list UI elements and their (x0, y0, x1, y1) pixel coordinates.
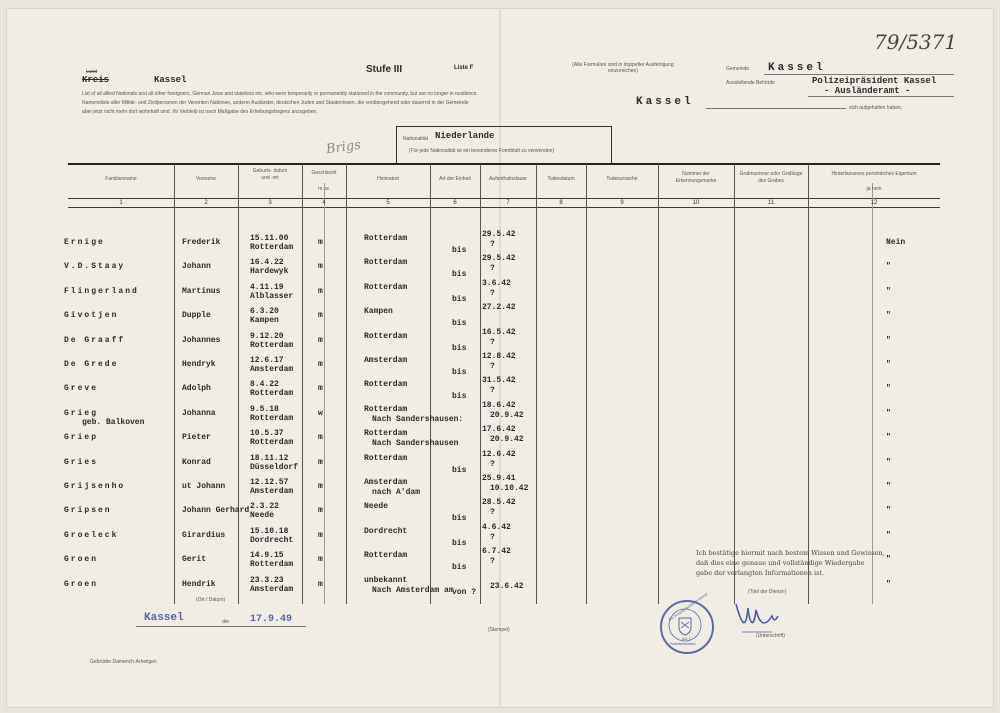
stay-to-cell: ? (490, 264, 495, 274)
table-row (6, 278, 994, 304)
stay-from-cell: 6.7.42 (482, 547, 511, 557)
table-row (6, 230, 994, 255)
firstname-cell: Johannes (182, 335, 221, 345)
birth-date-cell: 23.3.23 (250, 575, 284, 585)
bis-cell: bis (452, 563, 467, 573)
table-header-line (68, 198, 940, 199)
col-num-3: 3 (268, 200, 272, 206)
birth-place-cell: Rotterdam (250, 438, 294, 448)
birth-place-cell: Alblasser (250, 291, 294, 301)
stamp-sub: Polizeipräsidium (670, 642, 696, 646)
nationality-label: Nationalität (403, 136, 429, 142)
col-header-11: Grabnummer oder Grablage des Grabes (739, 171, 803, 184)
table-row (6, 498, 994, 524)
firstname-cell: Johann Gerhard (182, 506, 250, 516)
col-header-5: Heimatort (377, 176, 399, 182)
surname-cell: Grieg (64, 408, 99, 418)
eigentum-cell: " (886, 433, 891, 443)
footer-date-line (136, 626, 306, 627)
surname-cell: V.D.Staay (64, 262, 126, 272)
home-cell: Rotterdam (364, 331, 408, 341)
document-number: 79/5371 (874, 30, 958, 54)
table-row (6, 425, 994, 449)
stempel-label: (Stempel) (488, 627, 510, 633)
stay-from-cell: 12.8.42 (482, 352, 516, 361)
nationality-box (396, 126, 612, 164)
sex-cell: m (318, 311, 323, 321)
home2-cell: nach A'dam (372, 488, 421, 497)
eigentum-cell: " (886, 384, 891, 394)
col-num-4: 4 (322, 200, 326, 206)
stay-from-cell: 29.5.42 (482, 230, 516, 239)
col-header-9: Todesursache (606, 176, 638, 182)
signature-mark (732, 596, 782, 636)
birth-date-cell: 12.12.57 (250, 478, 289, 487)
home-cell: Dordrecht (364, 526, 408, 536)
table-number-line (68, 207, 940, 208)
birth-date-cell: 15.10.18 (250, 526, 289, 536)
liste-label: Liste F (454, 65, 474, 71)
home-cell: Rotterdam (364, 380, 408, 390)
surname-cell: Givotjen (64, 311, 119, 321)
birth-place-cell: Amsterdam (250, 584, 294, 594)
table-row (6, 576, 994, 596)
declaration (696, 548, 885, 578)
firstname-cell: Pieter (182, 433, 211, 443)
behoerde-value-2: - Ausländeramt - (824, 86, 911, 96)
gemeinde-label: Gemeinde (726, 66, 750, 72)
behoerde-label: Ausstellende Behörde (726, 80, 775, 86)
home-cell: Rotterdam (364, 551, 408, 561)
firstname-cell: Konrad (182, 457, 211, 467)
birth-date-cell: 18.11.12 (250, 453, 289, 463)
eigentum-cell: " (886, 335, 891, 345)
home-cell: Rotterdam (364, 258, 408, 268)
birth-date-cell: 6.3.20 (250, 307, 279, 317)
col-header-3: Geburts- datum und -ort (252, 168, 288, 181)
bis-cell: bis (452, 319, 467, 329)
firstname-cell: Girardius (182, 530, 226, 540)
intro-line-3: aber jetzt nicht mehr dort wohnhaft sind. Ihr Verbleib ist nach Maßgabe des Erhebungsbogens anzugeben. (82, 109, 318, 115)
birth-place-cell: Hardewyk (250, 267, 289, 277)
firstname-cell: Frederik (182, 238, 221, 247)
eigentum-cell: " (886, 530, 891, 540)
stay-to-cell: ? (490, 459, 495, 469)
eigentum-cell: " (886, 579, 891, 589)
col-num-2: 2 (204, 200, 208, 206)
sex-cell: m (318, 457, 323, 467)
eigentum-cell: " (886, 360, 891, 369)
kreis-value: Kassel (154, 75, 187, 85)
birth-place-cell: Amsterdam (250, 365, 294, 374)
bis-cell: bis (452, 343, 467, 353)
home-cell: Rotterdam (364, 429, 408, 439)
birth-place-cell: Dordrecht (250, 535, 294, 545)
birth-date-cell: 4.11.19 (250, 282, 284, 292)
firstname-cell: Johann (182, 262, 211, 272)
home2-cell: Nach Sandershausen: (372, 414, 464, 424)
birth-place-cell: Rotterdam (250, 389, 294, 399)
table-row (6, 352, 994, 377)
stay-from-cell: 3.6.42 (482, 278, 511, 288)
col-header-7: Aufenthaltsdauer (489, 176, 527, 182)
stay-from-cell: 31.5.42 (482, 376, 516, 386)
home-cell: Amsterdam (364, 478, 408, 487)
table-row (6, 474, 994, 498)
intro-line-1: List of all allied Nationals and all other foreigners, German Jews and stateless etc. who were temporarily or permanently stationed in the community, but are no longer in residence. (82, 91, 478, 97)
home-cell: Rotterdam (364, 453, 408, 463)
stay-to-cell: ? (490, 240, 495, 249)
sex-cell: m (318, 360, 323, 369)
stay-from-cell: 28.5.42 (482, 498, 516, 508)
surname-cell: Groen (64, 579, 99, 589)
printer-imprint: Gebrüder Damerich-Arheilgen (90, 659, 157, 665)
eigentum-cell: " (886, 408, 891, 418)
surname-cell: Grijsenho (64, 482, 126, 491)
table-row (6, 449, 994, 475)
stay-to-cell: ? (490, 386, 495, 396)
birth-date-cell: 2.3.22 (250, 502, 279, 512)
stay-to-cell: ? (490, 532, 495, 542)
birth-date-cell: 12.6.17 (250, 356, 284, 365)
home-cell: Rotterdam (364, 234, 408, 243)
instruction-note: (Alle Formulare sind in doppelter Ausfertigung einzureichen) (572, 62, 674, 74)
col-num-11: 11 (767, 200, 775, 206)
surname-cell: Griep (64, 433, 99, 443)
col-header-2: Vorname (195, 176, 216, 182)
surname-cell: De Grede (64, 360, 119, 369)
firstname-cell: Johanna (182, 408, 216, 418)
col-num-10: 10 (692, 200, 700, 206)
col-header-12-sub: ja nein (866, 186, 882, 192)
bis-cell: von ? (452, 587, 477, 597)
stay-from-cell: 18.6.42 (482, 400, 516, 410)
col-num-9: 9 (620, 200, 624, 206)
birth-date-cell: 9.5.18 (250, 404, 279, 414)
sex-cell: m (318, 506, 323, 516)
stamp-text: Der Polizeipräsident in Kassel (668, 592, 709, 622)
nationality-value: Niederlande (435, 131, 495, 141)
bis-cell: bis (452, 294, 467, 304)
sex-cell: m (318, 555, 323, 565)
surname-cell: Greve (64, 384, 99, 394)
table-top-line (68, 163, 940, 165)
eigentum-cell: " (886, 262, 891, 272)
stamp-code: AU 1 (682, 636, 691, 641)
table-row (6, 254, 994, 280)
birth-place-cell: Rotterdam (250, 560, 294, 570)
col-num-1: 1 (119, 200, 123, 206)
sex-cell: m (318, 262, 323, 272)
firstname-cell: Hendrik (182, 579, 216, 589)
surname-cell: Flingerland (64, 286, 139, 296)
birth-date-cell: 16.4.22 (250, 258, 284, 268)
col-num-7: 7 (506, 200, 510, 206)
bis-cell: bis (452, 368, 467, 377)
col-num-12: 12 (870, 200, 878, 206)
stay-to-cell: ? (490, 337, 495, 347)
table-row (6, 303, 994, 329)
birth-place-cell: Neede (250, 511, 275, 521)
firstname-cell: ut Johann (182, 482, 226, 491)
bis-cell: bis (452, 246, 467, 255)
birth-place-cell: Amsterdam (250, 487, 294, 496)
declaration-line-1: Ich bestätige hiermit nach bestem Wissen und Gewissen, (696, 549, 885, 557)
eigentum-cell: " (886, 506, 891, 516)
home-cell: unbekannt (364, 575, 408, 585)
form-title: Stufe III (366, 64, 403, 75)
ort-datum-label: (Ort / Datum) (196, 597, 226, 603)
eigentum-cell: " (886, 457, 891, 467)
birth-place-cell: Rotterdam (250, 413, 294, 423)
stay-from-cell: 29.5.42 (482, 254, 516, 264)
sex-cell: m (318, 482, 323, 491)
stay-to-cell: 23.6.42 (490, 581, 524, 591)
firstname-cell: Gerit (182, 555, 207, 565)
firstname-cell: Adolph (182, 384, 211, 394)
stay-to-cell: 20.9.42 (490, 435, 524, 445)
surname-cell: Groeleck (64, 530, 119, 540)
birth-place-cell: Rotterdam (250, 340, 294, 350)
sex-cell: m (318, 286, 323, 296)
surname-cell: Ernige (64, 238, 105, 247)
birth-date-cell: 9.12.20 (250, 331, 284, 341)
place-suffix: sich aufgehalten haben, (849, 105, 903, 111)
birth-place-cell: Kampen (250, 316, 279, 326)
col-header-4: Geschlecht (311, 170, 337, 176)
eigentum-cell: " (886, 311, 891, 321)
eigentum-cell: " (886, 482, 891, 491)
eigentum-cell: " (886, 286, 891, 296)
surname-note-cell: geb. Balkoven (82, 417, 145, 427)
place-line (706, 108, 846, 109)
col-header-1: Familienname (105, 176, 137, 182)
col-header-12: Hinterlassenes persönliches Eigentum (831, 171, 917, 177)
sex-cell: m (318, 433, 323, 443)
birth-date-cell: 8.4.22 (250, 380, 279, 390)
surname-cell: De Graaff (64, 335, 126, 345)
place-typed: Kassel (636, 96, 694, 108)
home2-cell: Nach Amsterdam am (372, 585, 454, 595)
col-header-8: Todesdatum (547, 176, 575, 182)
table-row (6, 400, 994, 427)
declaration-line-3: gabe der verlangten Informationen ist. (696, 569, 825, 577)
home-cell: Rotterdam (364, 282, 408, 292)
birth-date-cell: 14.9.15 (250, 551, 284, 561)
sex-cell: m (318, 384, 323, 394)
stay-from-cell: 12.6.42 (482, 449, 516, 459)
surname-cell: Gripsen (64, 506, 112, 516)
surname-cell: Gries (64, 457, 99, 467)
table-row (6, 327, 994, 353)
table-row (6, 376, 994, 402)
titel-label: (Titel der Dienst-) (748, 589, 787, 595)
sex-cell: m (318, 579, 323, 589)
bis-cell: bis (452, 514, 467, 524)
col-header-6: Art der Einheit (439, 176, 471, 182)
home-cell: Amsterdam (364, 356, 408, 365)
stay-from-cell: 25.9.41 (482, 474, 516, 483)
eigentum-cell: " (886, 555, 891, 565)
bis-cell: bis (452, 270, 467, 280)
surname-cell: Groen (64, 555, 99, 565)
gemeinde-value: Kassel (768, 62, 826, 74)
home2-cell: Nach Sandershausen (372, 439, 459, 449)
stay-to-cell: ? (490, 288, 495, 298)
unterschrift-label: (Unterschrift) (756, 633, 785, 639)
firstname-cell: Hendryk (182, 360, 216, 369)
firstname-cell: Dupple (182, 311, 211, 321)
stay-from-cell: 16.5.42 (482, 327, 516, 337)
bis-cell: bis (452, 465, 467, 475)
footer-der-label: der (222, 619, 230, 625)
bis-cell: bis (452, 538, 467, 548)
stay-to-cell: ? (490, 557, 495, 567)
stay-from-cell: 17.6.42 (482, 425, 516, 435)
eigentum-cell: Nein (886, 238, 906, 247)
footer-date: 17.9.49 (250, 614, 293, 625)
stay-to-cell: ? (490, 508, 495, 518)
birth-date-cell: 10.5.37 (250, 429, 284, 439)
footer-place: Kassel (144, 612, 184, 624)
kreis-strikeout: Kreis (82, 75, 110, 85)
kreis-label-struck: Land (86, 69, 98, 75)
stay-to-cell: ? (490, 362, 495, 371)
behoerde-line (808, 96, 954, 97)
stay-from-cell: 27.2.42 (482, 303, 516, 313)
home-cell: Kampen (364, 307, 393, 317)
gemeinde-line (764, 74, 954, 75)
bis-cell: bis (452, 392, 467, 402)
sex-cell: w (318, 408, 323, 418)
sex-cell: m (318, 238, 323, 247)
stay-to-cell: 20.9.42 (490, 410, 524, 420)
declaration-line-2: daß dies eine genaue und vollständige Wiedergabe (696, 559, 865, 567)
col-num-5: 5 (386, 200, 390, 206)
col-num-8: 8 (559, 200, 563, 206)
col-num-6: 6 (453, 200, 457, 206)
birth-date-cell: 15.11.00 (250, 234, 289, 243)
table-row (6, 522, 994, 548)
sex-cell: m (318, 530, 323, 540)
col-header-4-sub: m. w. (318, 186, 330, 192)
birth-place-cell: Düsseldorf (250, 462, 299, 472)
pencil-note: Brigs (325, 137, 362, 158)
document-sheet (6, 8, 994, 708)
official-stamp (660, 592, 714, 654)
stay-from-cell: 4.6.42 (482, 522, 511, 532)
birth-place-cell: Rotterdam (250, 243, 294, 252)
home-cell: Neede (364, 502, 389, 512)
home-cell: Rotterdam (364, 404, 408, 414)
behoerde-value-1: Polizeipräsident Kassel (812, 76, 937, 86)
stay-to-cell: 10.10.42 (490, 484, 529, 493)
firstname-cell: Martinus (182, 286, 221, 296)
intro-line-2: Namensliste aller Militär- und Zivilpersonen der Vereinten Nationen, anderer Ausländer, deutschen Juden und Staatenlosen, die vorübergehend oder dauernd in der Gemeinde (82, 100, 469, 106)
sex-cell: m (318, 335, 323, 345)
nationality-note: (Für jede Nationalität ist ein besonderes Formblatt zu verwenden) (409, 148, 555, 154)
col-header-10: Nummer der Erkennungsmarke (675, 171, 717, 184)
